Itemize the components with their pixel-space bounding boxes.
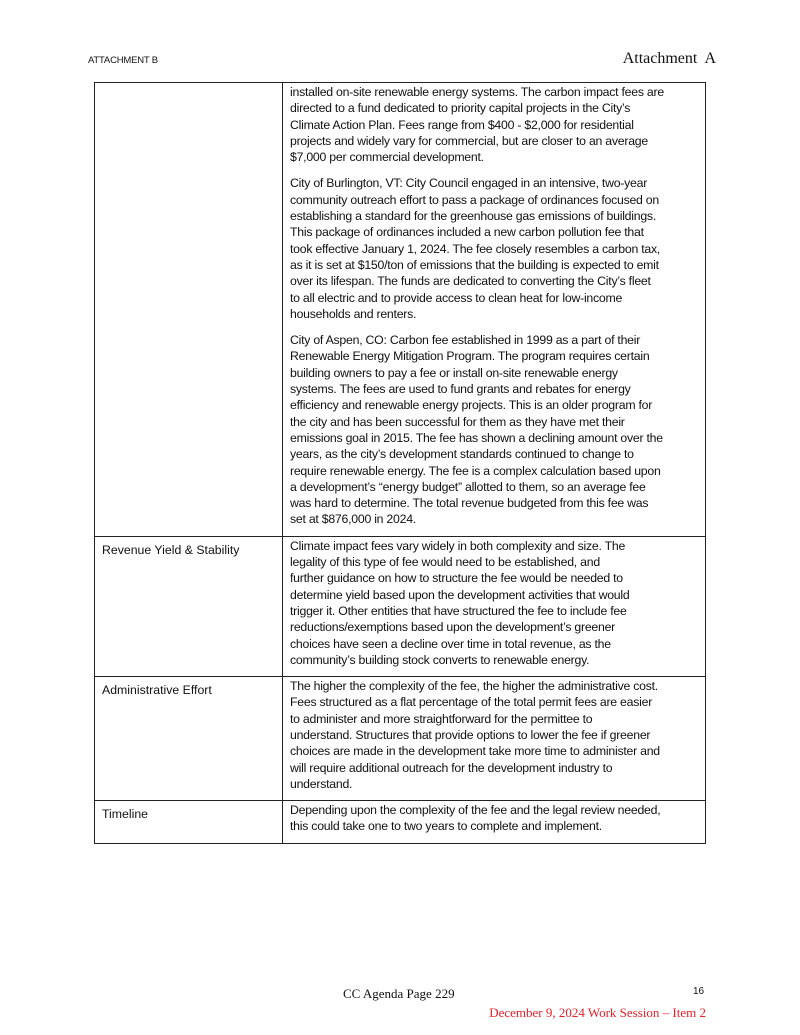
footer-agenda-page: CC Agenda Page 229 (343, 986, 455, 1001)
text-line: choices are made in the development take more time to administer and (290, 744, 660, 759)
text-line: a development’s “energy budget” allotted to them, so an average fee (290, 479, 646, 494)
text-line: set at $876,000 in 2024. (290, 512, 416, 527)
text-line: further guidance on how to structure the fee would be needed to (290, 571, 623, 586)
text-line: establishing a standard for the greenhouse gas emissions of buildings. (290, 209, 656, 224)
row-content (283, 83, 706, 537)
text-line: community’s building stock converts to renewable energy. (290, 652, 590, 667)
paragraph (290, 175, 705, 322)
row-label: Administrative Effort (95, 677, 283, 801)
paragraph (290, 332, 705, 528)
paragraph (290, 84, 705, 165)
text-line: took effective January 1, 2024. The fee closely resembles a carbon tax, (290, 241, 661, 256)
text-line: understand. Structures that provide options to lower the fee if greener (290, 727, 651, 742)
table-row (95, 536, 706, 676)
text-line: Renewable Energy Mitigation Program. The program requires certain (290, 349, 650, 364)
row-content (283, 677, 706, 801)
text-line: as it is set at $150/ton of emissions that the building is expected to emit (290, 257, 659, 272)
row-label: Timeline (95, 801, 283, 844)
row-label: Revenue Yield & Stability (95, 536, 283, 676)
text-line: to all electric and to provide access to clean heat for low-income (290, 290, 623, 305)
row-content (283, 801, 706, 844)
text-line: over its lifespan. The funds are dedicated to converting the City’s fleet (290, 274, 651, 289)
text-line: community outreach effort to pass a package of ordinances focused on (290, 192, 659, 207)
text-line: City of Burlington, VT: City Council engaged in an intensive, two-year (290, 176, 648, 191)
text-line: systems. The fees are used to fund grants and rebates for energy (290, 382, 631, 397)
text-line: efficiency and renewable energy projects. This is an older program for (290, 398, 653, 413)
text-line: $7,000 per commercial development. (290, 150, 484, 165)
text-line: will require additional outreach for the development industry to (290, 760, 613, 775)
text-line: years, as the city’s development standards continued to change to (290, 447, 634, 462)
text-line: emissions goal in 2015. The fee has shown a declining amount over the (290, 430, 663, 445)
header-attachment-a: Attachment A (622, 50, 716, 67)
text-line: projects and widely vary for commercial, but are closer to an average (290, 133, 648, 148)
row-content (283, 536, 706, 676)
paragraph (290, 802, 705, 835)
text-line: legality of this type of fee would need to be established, and (290, 555, 600, 570)
text-line: The higher the complexity of the fee, the higher the administrative cost. (290, 679, 658, 694)
paragraph (290, 538, 705, 668)
text-line: Depending upon the complexity of the fee and the legal review needed, (290, 803, 661, 818)
text-line: Fees structured as a flat percentage of the total permit fees are easier (290, 695, 653, 710)
text-line: determine yield based upon the development activities that would (290, 587, 630, 602)
text-line: was hard to determine. The total revenue budgeted from this fee was (290, 496, 649, 511)
table-row (95, 801, 706, 844)
text-line: directed to a fund dedicated to priority capital projects in the City’s (290, 101, 631, 116)
header-attachment-b: ATTACHMENT B (88, 55, 158, 66)
text-line: the city and has been successful for them as they have met their (290, 414, 625, 429)
comparison-table (94, 82, 706, 844)
text-line: require renewable energy. The fee is a complex calculation based upon (290, 463, 661, 478)
footer-page-number: 16 (693, 986, 705, 997)
text-line: households and renters. (290, 306, 417, 321)
table-row (95, 83, 706, 537)
text-line: City of Aspen, CO: Carbon fee established in 1999 as a part of their (290, 333, 641, 348)
text-line: choices have seen a decline over time in total revenue, as the (290, 636, 611, 651)
text-line: this could take one to two years to complete and implement. (290, 819, 602, 834)
footer-session: December 9, 2024 Work Session – Item 2 (489, 1005, 706, 1020)
text-line: reductions/exemptions based upon the development’s greener (290, 620, 616, 635)
text-line: This package of ordinances included a new carbon pollution fee that (290, 225, 644, 240)
paragraph (290, 678, 705, 792)
text-line: trigger it. Other entities that have structured the fee to include fee (290, 603, 627, 618)
text-line: to administer and more straightforward for the permittee to (290, 711, 593, 726)
row-label (95, 83, 283, 537)
text-line: Climate Action Plan. Fees range from $400 - $2,000 for residential (290, 117, 634, 132)
text-line: understand. (290, 776, 353, 791)
text-line: building owners to pay a fee or install on-site renewable energy (290, 365, 618, 380)
table-row (95, 677, 706, 801)
text-line: Climate impact fees vary widely in both complexity and size. The (290, 538, 626, 553)
text-line: installed on-site renewable energy systems. The carbon impact fees are (290, 85, 664, 99)
